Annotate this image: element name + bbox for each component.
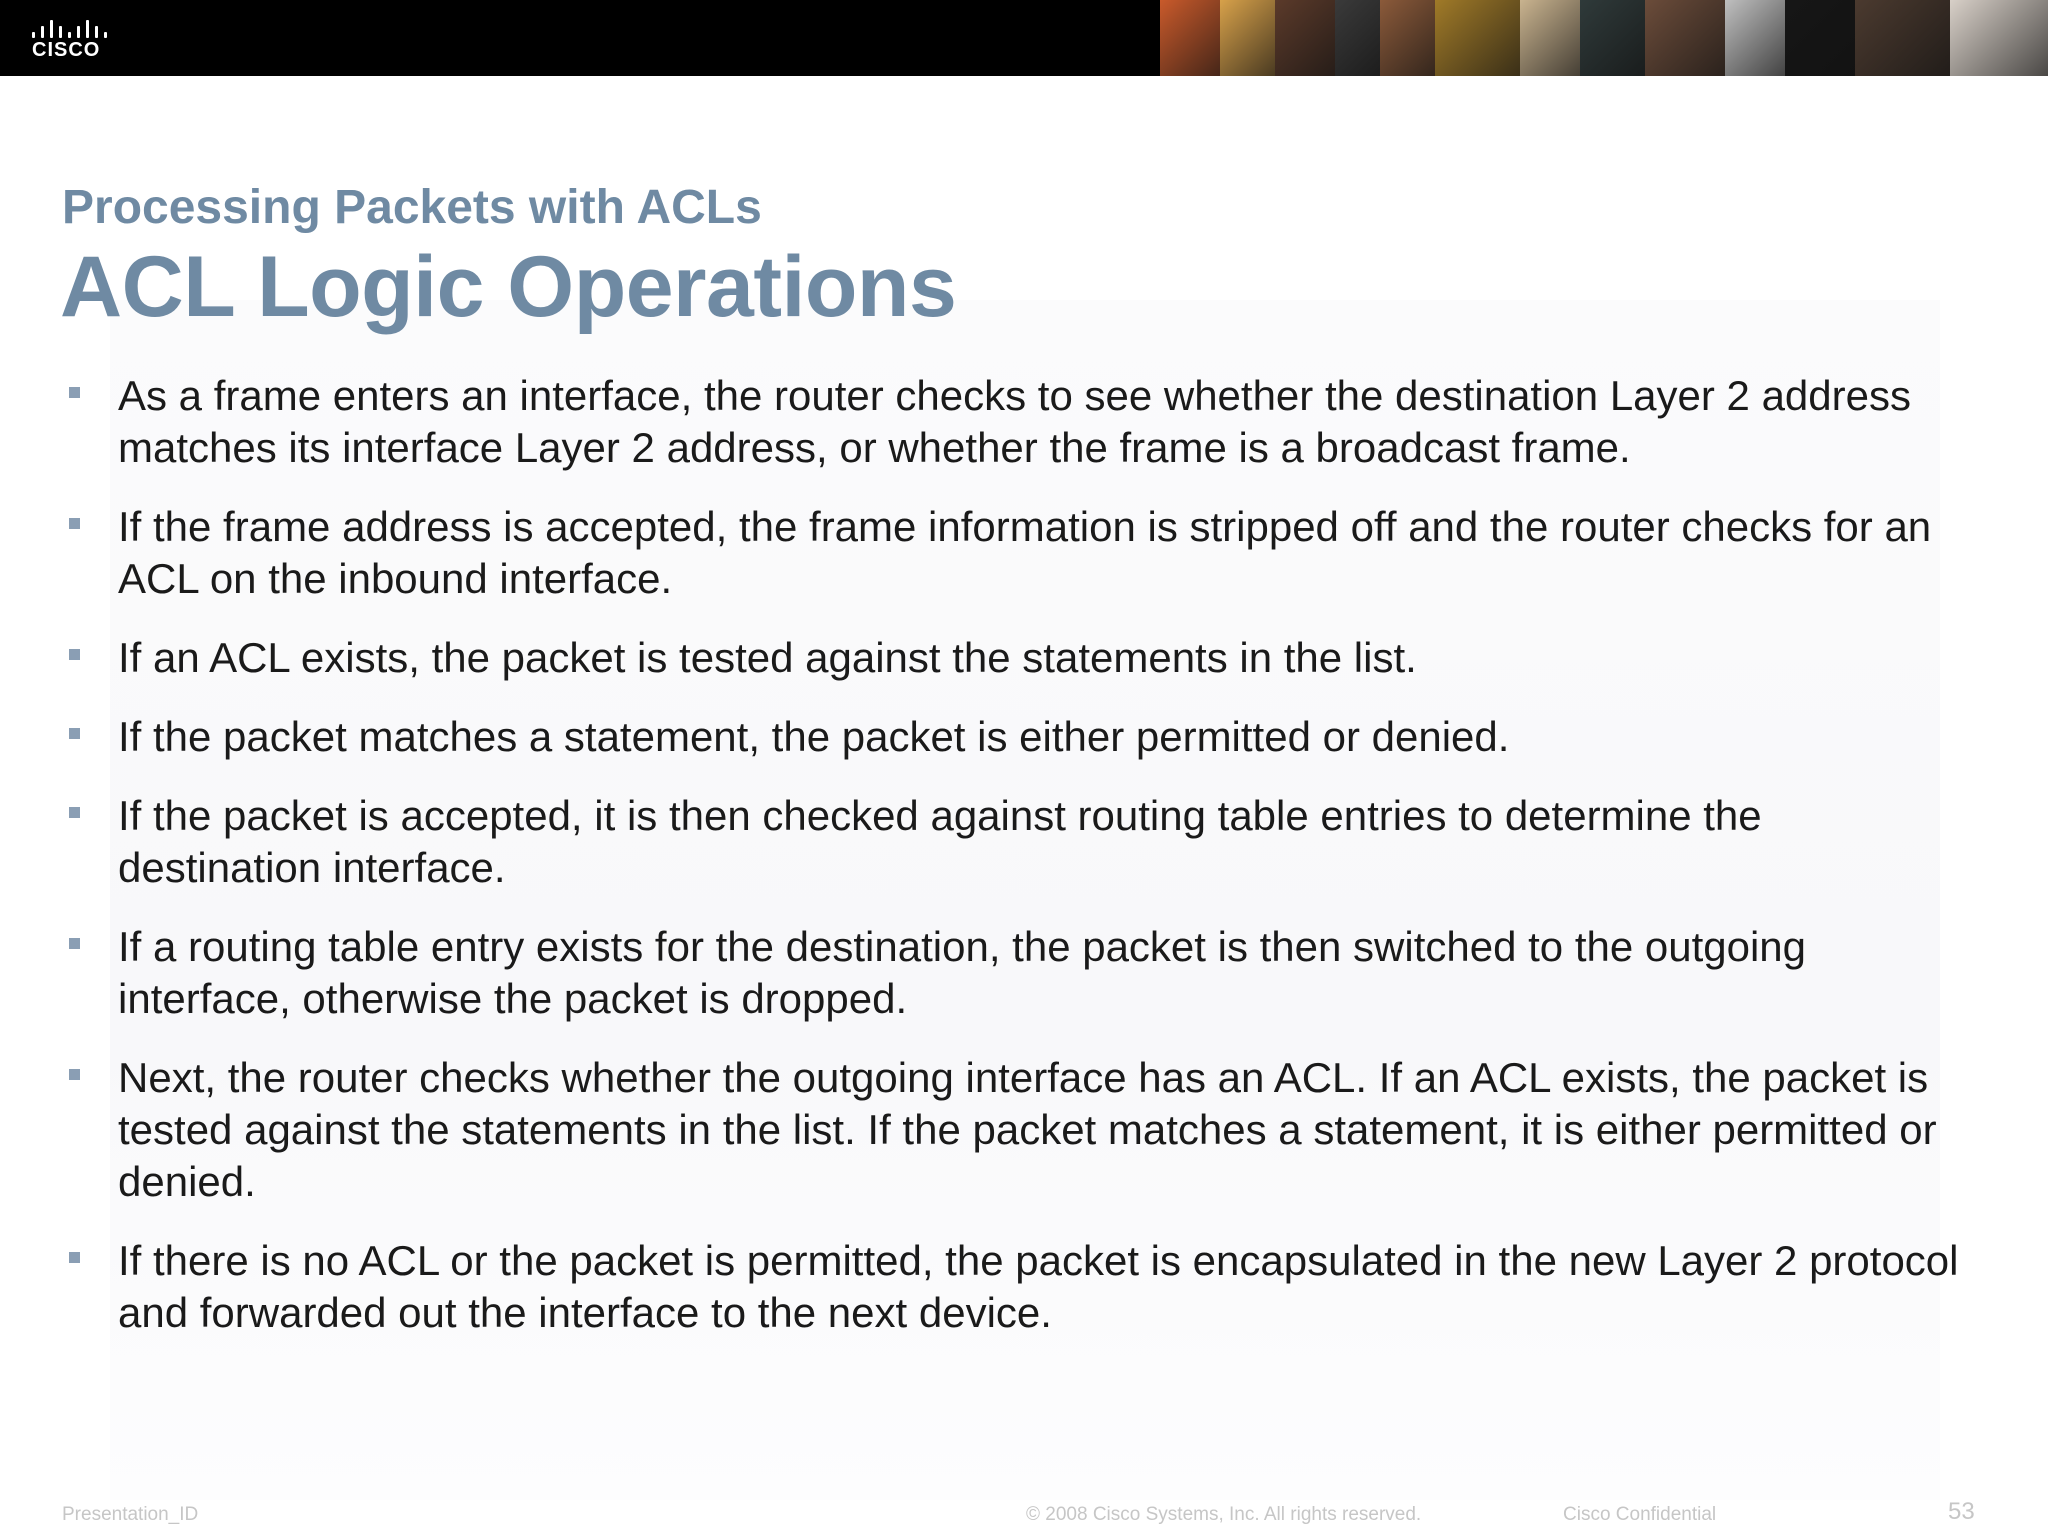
bullet-text: If the packet is accepted, it is then checked against routing table entries to determine the destination interface. <box>118 792 1762 891</box>
bullet-square-icon <box>69 1252 80 1263</box>
header-photo-tile <box>1380 0 1435 76</box>
footer-copyright: © 2008 Cisco Systems, Inc. All rights reserved. <box>1026 1504 1422 1525</box>
bullet-item <box>66 921 1966 1025</box>
cisco-logo <box>28 12 118 64</box>
bullet-square-icon <box>69 387 80 398</box>
header-photo-tile <box>1520 0 1580 76</box>
slide-subtitle: Processing Packets with ACLs <box>62 181 762 234</box>
bullet-item <box>66 370 1966 474</box>
bullet-square-icon <box>69 938 80 949</box>
header-photo-tile <box>1335 0 1380 76</box>
bullet-item <box>66 632 1966 684</box>
bullet-item <box>66 1235 1966 1339</box>
cisco-wordmark: CISCO <box>32 39 101 61</box>
bullet-square-icon <box>69 518 80 529</box>
bullet-text: If a routing table entry exists for the destination, the packet is then switched to the outgoing interface, otherwise the packet is dropped. <box>118 923 1807 1022</box>
header-photo-tile <box>1580 0 1645 76</box>
bullet-square-icon <box>69 728 80 739</box>
header-photo-tile <box>1950 0 2048 76</box>
page-number: 53 <box>1948 1498 1975 1525</box>
header-photo-tile <box>1435 0 1520 76</box>
footer-confidential: Cisco Confidential <box>1563 1504 1717 1525</box>
bullet-text: If an ACL exists, the packet is tested against the statements in the list. <box>118 634 1417 681</box>
bullet-item <box>66 1052 1966 1208</box>
bullet-text: As a frame enters an interface, the router checks to see whether the destination Layer 2 address matches its interface Layer 2 address, or whether the frame is a broadcast frame. <box>118 372 1911 471</box>
bullet-square-icon <box>69 807 80 818</box>
slide-title: ACL Logic Operations <box>60 239 957 335</box>
bullet-list <box>66 370 1966 1366</box>
header-photo-tile <box>1855 0 1950 76</box>
header-photo-tile <box>1645 0 1725 76</box>
cisco-bridge-icon <box>32 16 116 38</box>
bullet-item <box>66 790 1966 894</box>
bullet-text: If the packet matches a statement, the packet is either permitted or denied. <box>118 713 1510 760</box>
bullet-text: If there is no ACL or the packet is permitted, the packet is encapsulated in the new Layer 2 protocol and forwarded out the interface to the next device. <box>118 1237 1959 1336</box>
bullet-text: Next, the router checks whether the outgoing interface has an ACL. If an ACL exists, the packet is tested against the statements in the list. If the packet matches a statement, it is either permitted or denied. <box>118 1054 1937 1205</box>
bullet-item <box>66 711 1966 763</box>
header-photo-tile <box>1160 0 1220 76</box>
header-bar <box>0 0 2048 76</box>
header-photo-tile <box>1220 0 1275 76</box>
header-photo-tile <box>1785 0 1855 76</box>
bullet-item <box>66 501 1966 605</box>
footer-presentation-id: Presentation_ID <box>62 1504 199 1525</box>
bullet-square-icon <box>69 649 80 660</box>
bullet-square-icon <box>69 1069 80 1080</box>
header-photo-tile <box>1725 0 1785 76</box>
header-photo-strip <box>1160 0 2048 76</box>
header-photo-tile <box>1275 0 1335 76</box>
bullet-text: If the frame address is accepted, the frame information is stripped off and the router checks for an ACL on the inbound interface. <box>118 503 1932 602</box>
